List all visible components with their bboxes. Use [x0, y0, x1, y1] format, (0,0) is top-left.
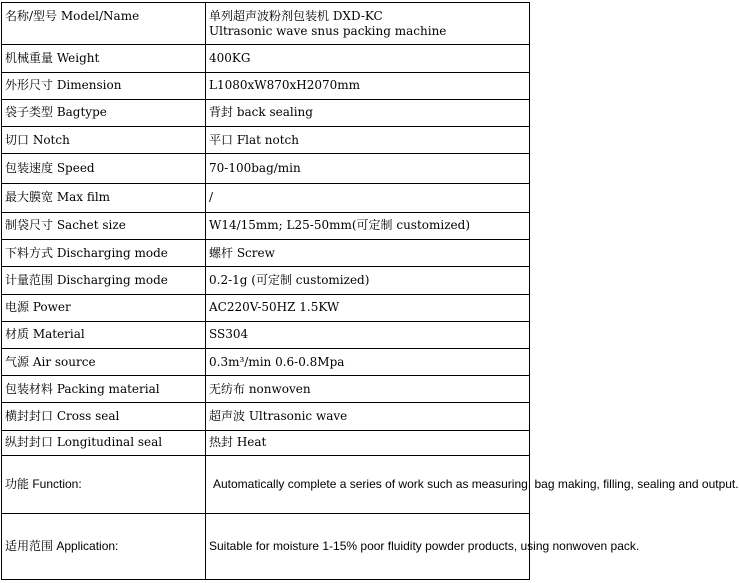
table-row	[2, 212, 530, 239]
spec-table	[1, 2, 739, 580]
value-cell: 超声波 Ultrasonic wave	[206, 403, 530, 430]
value-cell: /	[206, 183, 530, 212]
label-cell: 下料方式 Discharging mode	[2, 240, 206, 267]
table-row	[2, 240, 530, 267]
label-cell: 机械重量 Weight	[2, 45, 206, 72]
label-cell: 最大膜宽 Max film	[2, 183, 206, 212]
table-row	[2, 348, 530, 375]
table-row	[2, 3, 530, 45]
label-cell: 材质 Material	[2, 321, 206, 348]
label-cell: 制袋尺寸 Sachet size	[2, 212, 206, 239]
table-row	[2, 294, 530, 321]
table-row	[2, 183, 530, 212]
label-cell: 计量范围 Discharging mode	[2, 267, 206, 294]
label-cell: 袋子类型 Bagtype	[2, 99, 206, 126]
application-description: Suitable for moisture 1-15% poor fluidity powder products, using nonwoven pack.	[209, 539, 640, 554]
table-row	[2, 45, 530, 72]
label-cell: 切口 Notch	[2, 127, 206, 154]
table-row	[2, 154, 530, 183]
table-row	[2, 321, 530, 348]
model-name-value: 单列超声波粉剂包装机 DXD-KC	[209, 9, 383, 23]
table-row	[2, 99, 530, 126]
label-cell: 纵封封口 Longitudinal seal	[2, 430, 206, 455]
table-row	[2, 72, 530, 99]
label-cell: 包装材料 Packing material	[2, 376, 206, 403]
table-row	[2, 430, 530, 455]
table-row	[2, 267, 530, 294]
value-cell	[206, 3, 530, 45]
label-cell: 外形尺寸 Dimension	[2, 72, 206, 99]
label-cell: 横封封口 Cross seal	[2, 403, 206, 430]
table-row	[2, 127, 530, 154]
value-cell: 0.3m³/min 0.6-0.8Mpa	[206, 348, 530, 375]
value-cell: 热封 Heat	[206, 430, 530, 455]
value-cell: AC220V-50HZ 1.5KW	[206, 294, 530, 321]
value-cell: 平口 Flat notch	[206, 127, 530, 154]
table-row	[2, 376, 530, 403]
value-cell: SS304	[206, 321, 530, 348]
value-cell	[206, 455, 739, 514]
function-description: Automatically complete a series of work such as measuring, bag making, filling, sealing and output.	[213, 477, 739, 492]
label-cell: 包装速度 Speed	[2, 154, 206, 183]
table-row	[2, 514, 530, 580]
value-cell: 背封 back sealing	[206, 99, 530, 126]
value-cell: 无纺布 nonwoven	[206, 376, 530, 403]
value-cell: W14/15mm; L25-50mm(可定制 customized)	[206, 212, 530, 239]
model-name-english: Ultrasonic wave snus packing machine	[209, 24, 447, 38]
table-row	[2, 455, 530, 514]
table-row	[2, 403, 530, 430]
value-cell: 0.2-1g (可定制 customized)	[206, 267, 530, 294]
label-cell: 适用范围 Application:	[2, 514, 206, 580]
value-cell: 70-100bag/min	[206, 154, 530, 183]
label-cell: 名称/型号 Model/Name	[2, 3, 206, 45]
label-cell: 电源 Power	[2, 294, 206, 321]
value-cell	[206, 514, 640, 580]
value-cell: 400KG	[206, 45, 530, 72]
value-cell: 螺杆 Screw	[206, 240, 530, 267]
value-cell: L1080xW870xH2070mm	[206, 72, 530, 99]
label-cell: 功能 Function:	[2, 455, 206, 514]
label-cell: 气源 Air source	[2, 348, 206, 375]
